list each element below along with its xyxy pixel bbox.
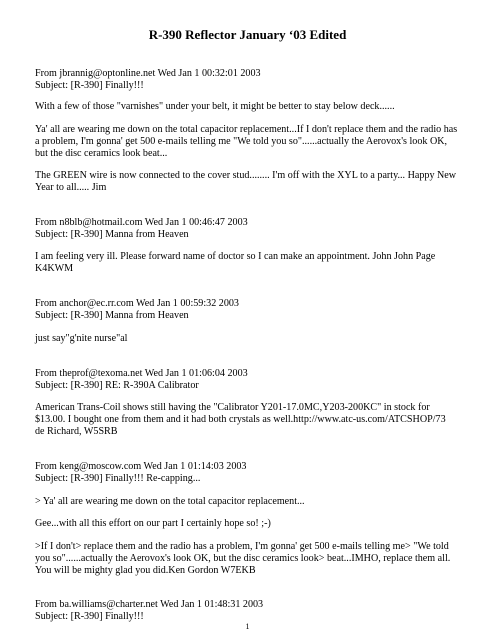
email-body-line: You will be mighty glad you did.Ken Gordon W7EKB [35,565,256,576]
email-body-line: you so"......actually the Aerovox's look OK, but the disc ceramics look> beat...IMHO, replace them all. [35,553,451,564]
email-body-line: just say"g'nite nurse"al [35,333,128,344]
email-from-line: From keng@moscow.com Wed Jan 1 01:14:03 2003 [35,461,247,472]
email-body-line: a problem, I'm gonna' get 500 e-mails telling me "We told you so"......actually the Aerovox's look OK, [35,136,448,147]
email-from-line: From jbrannig@optonline.net Wed Jan 1 00:32:01 2003 [35,68,261,79]
email-body-line: American Trans-Coil shows still having the "Calibrator Y201-17.0MC,Y203-200KC" in stock for [35,402,430,413]
email-from-line: From theprof@texoma.net Wed Jan 1 01:06:04 2003 [35,368,248,379]
document-title: R-390 Reflector January ‘03 Edited [148,27,347,42]
email-subject-line: Subject: [R-390] Finally!!! [35,80,144,91]
email-body-line: Year to all..... Jim [35,182,107,193]
email-subject-line: Subject: [R-390] RE: R-390A Calibrator [35,380,199,391]
email-from-line: From ba.williams@charter.net Wed Jan 1 01:48:31 2003 [35,599,264,610]
email-body-line: K4KWM [35,263,74,274]
email-subject-line: Subject: [R-390] Finally!!! [35,611,144,622]
email-body-line: The GREEN wire is now connected to the cover stud........ I'm off with the XYL to a party... Happy New [35,170,457,181]
email-body-line: $13.00. I bought one from them and it had both crystals as well.http://www.atc-us.com/ATCSHOP/73 [35,414,446,425]
email-body-line: I am feeling very ill. Please forward name of doctor so I can make an appointment. John John Page [35,251,436,262]
email-body-line: de Richard, W5SRB [35,426,118,437]
email-body-line: Ya' all are wearing me down on the total capacitor replacement...If I don't replace them and the radio has [35,124,458,135]
email-body-line: >If I don't> replace them and the radio has a problem, I'm gonna' get 500 e-mails telling me> "We told [35,541,449,552]
email-body-line: Gee...with all this effort on our part I certainly hope so! ;-) [35,518,271,529]
email-subject-line: Subject: [R-390] Finally!!! Re-capping... [35,473,201,484]
email-body-line: With a few of those "varnishes" under your belt, it might be better to stay below deck...... [35,101,395,112]
email-subject-line: Subject: [R-390] Manna from Heaven [35,310,189,321]
page-number: 1 [245,622,250,631]
email-body-line: but the disc ceramics look beat... [35,148,168,159]
email-body-line: > Ya' all are wearing me down on the total capacitor replacement... [35,496,305,507]
email-subject-line: Subject: [R-390] Manna from Heaven [35,229,189,240]
email-from-line: From anchor@ec.rr.com Wed Jan 1 00:59:32 2003 [35,298,239,309]
email-from-line: From n8blb@hotmail.com Wed Jan 1 00:46:47 2003 [35,217,248,228]
